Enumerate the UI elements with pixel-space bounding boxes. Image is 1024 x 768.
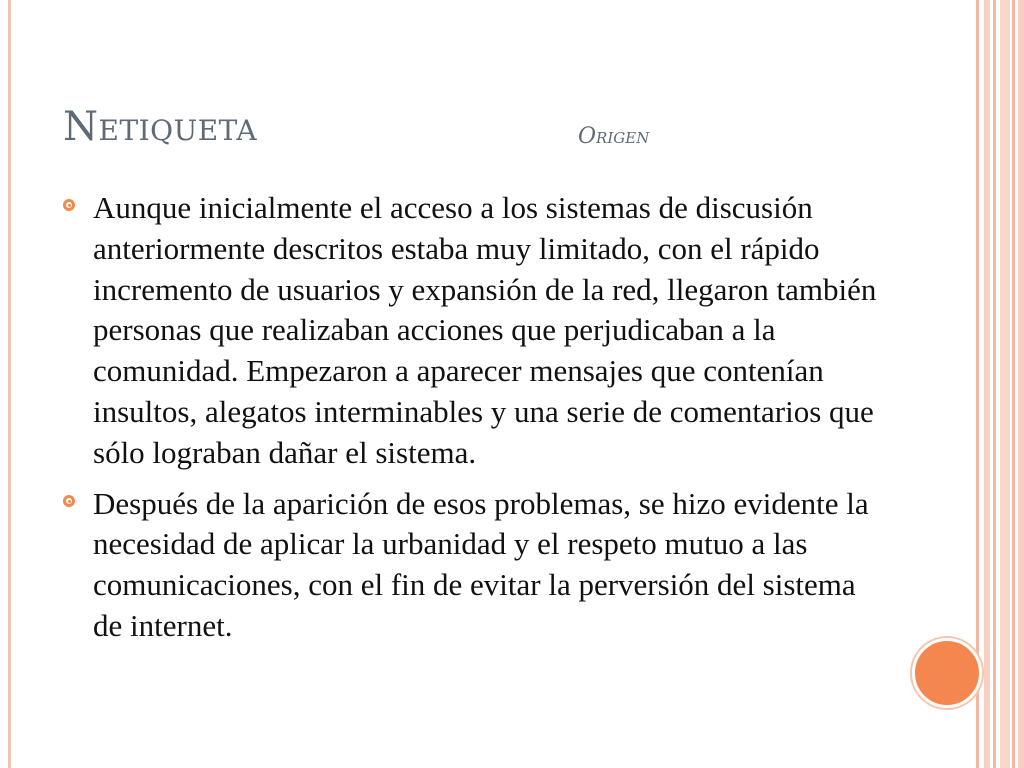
slide-title: Netiqueta (63, 104, 258, 150)
right-decor-stripe (1000, 0, 1010, 768)
slide-subtitle: Origen (578, 124, 650, 149)
bullet-list (63, 188, 883, 657)
right-decor-stripe (976, 0, 979, 768)
slide-title-area (63, 104, 650, 150)
right-decor-stripe (1012, 0, 1015, 768)
right-decor-stripe (984, 0, 990, 768)
bullet-text: Después de la aparición de esos problemas, se hizo evidente la necesidad de aplicar la urbanidad y el respeto mutuo a las comunicaciones, con el fin de evitar la perversión del sistema de internet. (93, 485, 869, 643)
bullet-item (63, 484, 883, 647)
right-decor-stripe (993, 0, 996, 768)
circle-bullet-icon (63, 495, 75, 507)
bullet-text: Aunque inicialmente el acceso a los sistemas de discusión anteriormente descritos estaba muy limitado, con el rápido incremento de usuarios y expansión de la red, llegaron también personas que realizaban acciones que perjudicaban a la comunidad. Empezaron a aparecer mensajes que contenían insultos, alegatos interminables y una serie de comentarios que sólo lograban dañar el sistema. (93, 190, 877, 470)
circle-bullet-icon (63, 199, 75, 211)
bullet-item (63, 188, 883, 474)
right-decor-stripe (1018, 0, 1024, 768)
decorative-circle (912, 638, 982, 708)
left-border-stripe (8, 0, 11, 768)
